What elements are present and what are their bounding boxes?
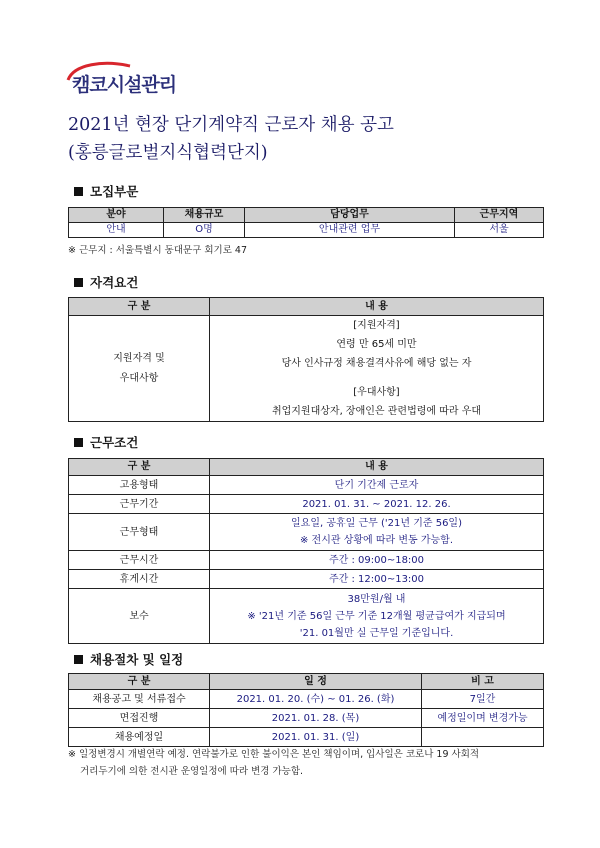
table-row: 휴게시간 주간 : 12:00~13:00	[69, 570, 544, 589]
qualification-title: [지원자격]	[353, 320, 400, 331]
table-row: 보수 38만원/월 내 ※ '21년 기준 56일 근무 기준 12개월 평균급여가 지급되며 '21. 01월만 실 근무일 기준입니다.	[69, 589, 544, 644]
page-subtitle: (홍릉글로벌지식협력단지)	[68, 143, 268, 163]
table-cell: 서울	[455, 223, 544, 238]
table-row: 고용형태 단기 기간제 근로자	[69, 476, 544, 495]
table-row: 채용공고 및 서류접수 2021. 01. 20. (수) ~ 01. 26. (화) 7일간	[69, 690, 544, 709]
preference-title: [우대사항]	[353, 387, 400, 398]
table-header: 비 고	[422, 674, 544, 690]
table-cell: 안내관련 업무	[245, 223, 455, 238]
table-cell: O명	[164, 223, 245, 238]
table-row: 근무시간 주간 : 09:00~18:00	[69, 551, 544, 570]
table-header: 구 분	[69, 459, 210, 476]
company-logo: 캠코시설관리	[72, 74, 177, 96]
table-header: 일 정	[210, 674, 422, 690]
table-header: 채용규모	[164, 208, 245, 223]
workplace-note: ※ 근무지 : 서울특별시 동대문구 회기로 47	[68, 245, 248, 256]
qualification-content-cell: [지원자격] 연령 만 65세 미만 당사 인사규정 채용결격사유에 해당 없는 자 [우대사항] 취업지원대상자, 장애인은 관련법령에 따라 우대	[210, 316, 544, 422]
section-heading-recruitment: 모집부문	[74, 182, 138, 200]
qualification-label-cell: 지원자격 및 우대사항	[69, 316, 210, 422]
table-row: 면접진행 2021. 01. 28. (목) 예정일이며 변경가능	[69, 709, 544, 728]
table-header: 구 분	[69, 674, 210, 690]
section-heading-qualifications: 자격요건	[74, 273, 138, 291]
table-header: 구 분	[69, 298, 210, 316]
square-bullet-icon	[74, 278, 83, 287]
table-header: 내 용	[210, 459, 544, 476]
table-cell: 안내	[69, 223, 164, 238]
table-header: 근무지역	[455, 208, 544, 223]
schedule-table	[68, 673, 544, 747]
section-heading-schedule: 채용절차 및 일정	[74, 650, 183, 668]
schedule-footnote: ※ 일정변경시 개별연락 예정. 연락불가로 인한 불이익은 본인 책임이며, 입사일은 코로나 19 사회적 거리두기에 의한 전시관 운영일정에 따라 변경 가능함.	[68, 749, 480, 777]
qualifications-table	[68, 297, 544, 422]
page-title: 2021년 현장 단기계약직 근로자 채용 공고	[68, 115, 394, 135]
table-header: 담당업무	[245, 208, 455, 223]
square-bullet-icon	[74, 187, 83, 196]
table-row: 근무형태 일요일, 공휴일 근무 ('21년 기준 56일) ※ 전시관 상황에 따라 변동 가능함.	[69, 514, 544, 551]
conditions-table	[68, 458, 544, 644]
table-header: 분야	[69, 208, 164, 223]
square-bullet-icon	[74, 438, 83, 447]
table-row: 근무기간 2021. 01. 31. ~ 2021. 12. 26.	[69, 495, 544, 514]
table-row: 채용예정일 2021. 01. 31. (일)	[69, 728, 544, 747]
square-bullet-icon	[74, 655, 83, 664]
recruitment-table	[68, 207, 544, 238]
section-heading-conditions: 근무조건	[74, 433, 138, 451]
table-header: 내 용	[210, 298, 544, 316]
